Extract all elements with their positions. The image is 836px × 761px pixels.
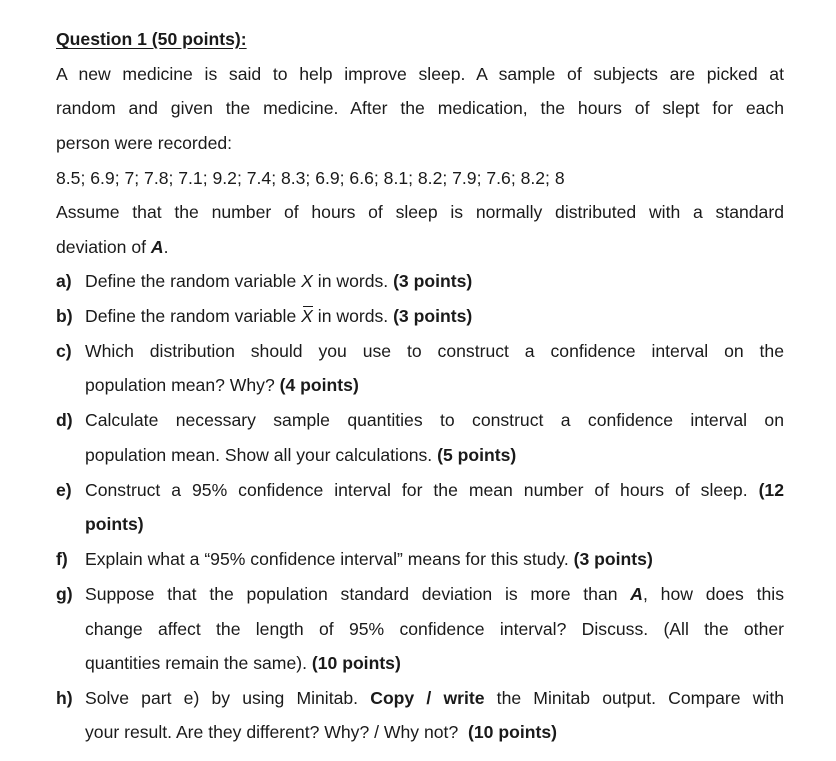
part-g-line-1-prefix: Suppose that the population standard deviation is more than xyxy=(85,584,631,604)
part-f-text xyxy=(85,548,653,570)
intro-line-1: A new medicine is said to help improve sleep. A sample of subjects are picked at xyxy=(56,64,784,84)
part-d-points: (5 points) xyxy=(437,445,517,465)
assumption-period: . xyxy=(163,237,169,257)
part-b-label: b) xyxy=(56,306,73,326)
part-h-line-1-prefix: Solve part e) by using Minitab. xyxy=(85,688,371,708)
part-c-line-2 xyxy=(85,374,359,396)
part-e-line-2 xyxy=(85,513,144,535)
part-b-points: (3 points) xyxy=(393,306,473,326)
intro-line-2: random and given the medicine. After the medication, the hours of slept for each xyxy=(56,98,784,118)
variable-x-bar: X xyxy=(301,306,313,326)
part-h-line-1 xyxy=(85,687,784,709)
part-h-line-1-suffix: the Minitab output. Compare with xyxy=(484,688,784,708)
part-a-prefix: Define the random variable xyxy=(85,271,302,291)
part-g-variable-a: A xyxy=(630,584,643,604)
assumption-line-2 xyxy=(56,236,169,258)
part-b-middle: in words. xyxy=(312,306,394,326)
part-g-label: g) xyxy=(56,584,73,604)
part-f-body: Explain what a “95% confidence interval” means for this study. xyxy=(85,549,574,569)
part-f-points: (3 points) xyxy=(573,549,653,569)
intro-line-3: person were recorded: xyxy=(56,133,233,153)
part-g-line-1 xyxy=(85,583,784,605)
part-g-line-3-text: quantities remain the same). xyxy=(85,653,312,673)
part-c-line-2-text: population mean? Why? xyxy=(85,375,280,395)
part-a-text xyxy=(85,270,472,292)
part-e-line-1 xyxy=(85,479,784,501)
part-e-points-end: points) xyxy=(85,514,144,534)
part-e-text: Construct a 95% confidence interval for the mean number of hours of sleep. xyxy=(85,480,759,500)
part-d-line-2-text: population mean. Show all your calculations. xyxy=(85,445,438,465)
part-f-label: f) xyxy=(56,549,68,569)
part-d-line-1: Calculate necessary sample quantities to construct a confidence interval on xyxy=(85,410,784,430)
part-c-line-1: Which distribution should you use to construct a confidence interval on the xyxy=(85,341,784,361)
part-e-label: e) xyxy=(56,480,72,500)
part-h-line-2-text: your result. Are they different? Why? / Why not? xyxy=(85,722,469,742)
part-c-points: (4 points) xyxy=(279,375,359,395)
part-h-label: h) xyxy=(56,688,73,708)
variable-a: A xyxy=(150,237,164,257)
part-a-points: (3 points) xyxy=(393,271,473,291)
part-b-prefix: Define the random variable xyxy=(85,306,302,326)
part-g-points: (10 points) xyxy=(311,653,401,673)
part-d-line-2 xyxy=(85,444,516,466)
assumption-line-1: Assume that the number of hours of sleep is normally distributed with a standard xyxy=(56,202,784,222)
part-g-line-3 xyxy=(85,652,401,674)
part-e-points-start: (12 xyxy=(758,480,784,500)
part-g-line-2: change affect the length of 95% confidence interval? Discuss. (All the other xyxy=(85,619,784,639)
part-c-label: c) xyxy=(56,341,72,361)
variable-x: X xyxy=(301,271,313,291)
part-h-line-2 xyxy=(85,721,557,743)
part-g-line-1-suffix: , how does this xyxy=(643,584,784,604)
question-title: Question 1 (50 points): xyxy=(56,29,247,49)
part-a-middle: in words. xyxy=(312,271,394,291)
sleep-data-values: 8.5; 6.9; 7; 7.8; 7.1; 9.2; 7.4; 8.3; 6.9; 6.6; 8.1; 8.2; 7.9; 7.6; 8.2; 8 xyxy=(56,168,565,188)
part-b-text xyxy=(85,305,472,327)
part-a-label: a) xyxy=(56,271,72,291)
part-h-copy-write: Copy / write xyxy=(370,688,485,708)
part-d-label: d) xyxy=(56,410,73,430)
part-h-points: (10 points) xyxy=(468,722,557,742)
assumption-text: deviation of xyxy=(56,237,151,257)
